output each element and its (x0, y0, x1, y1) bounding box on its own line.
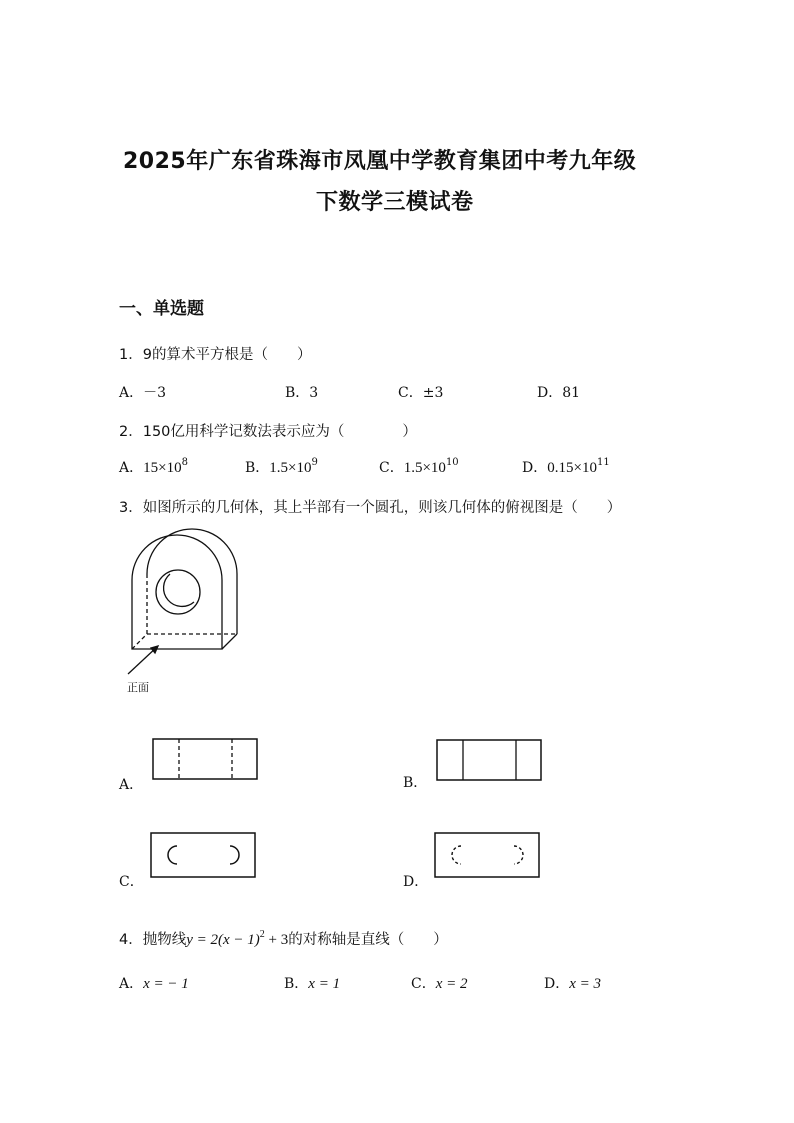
question-4-suffix: 的对称轴是直线（ ） (288, 932, 448, 948)
question-2-option-c (379, 457, 459, 477)
option-label: B． (284, 976, 309, 992)
question-2-option-b (245, 457, 318, 477)
question-4-option-c (411, 973, 468, 993)
question-3-option-c-label: C． (119, 874, 144, 890)
option-label: C． (379, 460, 404, 476)
question-1-option-d: D．81 (537, 385, 581, 401)
question-4-formula-base: y = 2(x − 1) (186, 932, 260, 948)
question-4-option-d (544, 973, 601, 993)
question-4-formula-exponent: 2 (259, 929, 265, 940)
option-label: A． (119, 976, 144, 992)
question-4-option-a (119, 973, 189, 993)
question-1-option-b: B．3 (285, 385, 319, 401)
question-2-option-d (522, 457, 610, 477)
question-3-option-d-view (434, 832, 540, 878)
option-mantissa: 15×10 (143, 460, 182, 476)
option-exponent: 8 (181, 457, 188, 468)
option-label: D． (522, 460, 548, 476)
question-3-option-a-view (152, 738, 258, 780)
option-exponent: 10 (445, 457, 459, 468)
question-2-option-a (119, 457, 188, 477)
option-label: D． (544, 976, 570, 992)
option-expression: x = 3 (569, 976, 602, 992)
option-label: C． (411, 976, 436, 992)
question-4-option-b (284, 973, 340, 993)
option-label: A． (119, 460, 144, 476)
question-3-option-b-view (436, 739, 542, 781)
option-expression: x = − 1 (143, 976, 189, 992)
question-2-stem: 2．150亿用科学记数法表示应为（ ） (119, 424, 417, 440)
question-3-option-a-label: A． (119, 777, 144, 793)
section-heading: 一、单选题 (119, 299, 204, 319)
question-3-solid-figure (120, 532, 250, 672)
question-3-option-d-label: D． (403, 874, 429, 890)
option-expression: x = 2 (435, 976, 468, 992)
question-3-option-c-view (150, 832, 256, 878)
question-3-option-b-label: B． (403, 775, 428, 791)
title-line-2: 下数学三模试卷 (316, 190, 474, 215)
option-mantissa: 1.5×10 (269, 460, 312, 476)
question-4-prefix: 4．抛物线 (119, 932, 187, 948)
option-label: B． (245, 460, 270, 476)
question-1-stem: 1．9的算术平方根是（ ） (119, 347, 312, 363)
option-mantissa: 0.15×10 (547, 460, 597, 476)
figure-caption-front: 正面 (127, 681, 149, 694)
option-exponent: 11 (596, 457, 610, 468)
option-exponent: 9 (311, 457, 318, 468)
option-mantissa: 1.5×10 (403, 460, 446, 476)
question-1-option-c: C．±3 (398, 385, 444, 401)
option-expression: x = 1 (308, 976, 341, 992)
question-1-option-a: A．－3 (119, 385, 167, 401)
question-3-stem: 3．如图所示的几何体，其上半部有一个圆孔，则该几何体的俯视图是（ ） (119, 500, 622, 516)
question-4-stem (119, 928, 448, 949)
title-line-1: 2025年广东省珠海市凤凰中学教育集团中考九年级 (123, 149, 637, 174)
question-4-formula-tail: + 3 (264, 932, 289, 948)
